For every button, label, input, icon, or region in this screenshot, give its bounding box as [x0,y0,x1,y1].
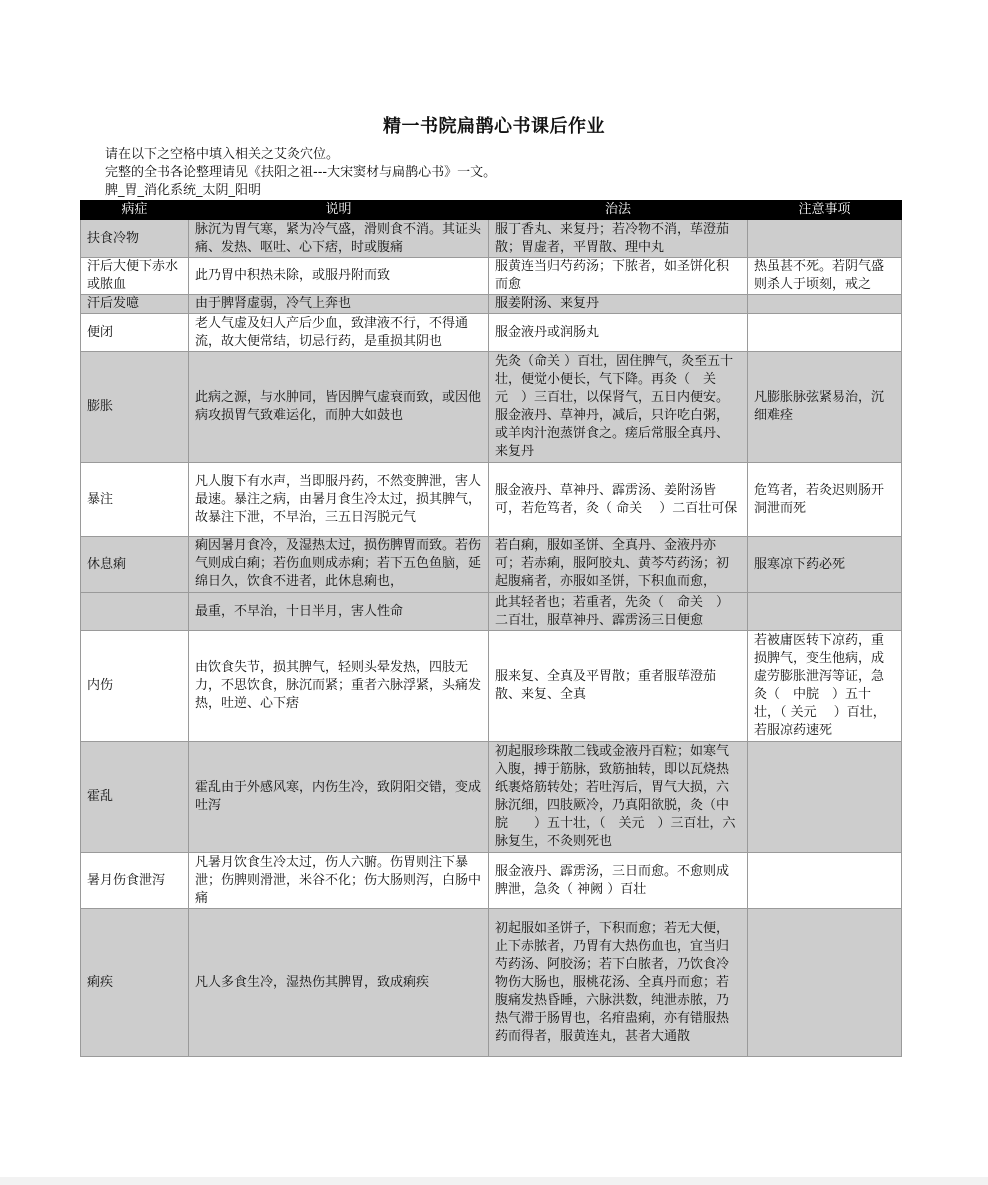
cell-notes: 凡膨胀脉弦紧易治，沉细难痊 [748,352,902,463]
cell-treatment: 服金液丹、霹雳汤，三日而愈。不愈则成脾泄，急灸（ 神阙 ）百壮 [489,853,748,909]
cell-treatment: 若白痢，服如圣饼、全真丹、金液丹亦可；若赤痢，服阿胶丸、黄芩芍药汤；初起腹痛者，亦服如圣饼，下积血而愈， [489,537,748,593]
cell-description: 脉沉为胃气寒，紧为冷气盛，滑则食不消。其证头痛、发热、呕吐、心下痞，时或腹痛 [189,220,489,258]
cell-treatment: 此其轻者也；若重者，先灸（ 命关 ）二百壮，服草神丹、霹雳汤三日便愈 [489,593,748,631]
cell-disease: 霍乱 [81,742,189,853]
cell-treatment: 服金液丹或润肠丸 [489,314,748,352]
intro-line: 请在以下之空格中填入相关之艾灸穴位。 [105,147,340,162]
cell-disease: 暴注 [81,463,189,537]
cell-treatment: 服黄连当归芍药汤；下脓者，如圣饼化积而愈 [489,258,748,295]
cell-notes [748,295,902,314]
intro-line: 脾_胃_消化系统_太阴_阳明 [105,183,262,198]
cell-disease: 汗后发噫 [81,295,189,314]
cell-disease: 暑月伤食泄泻 [81,853,189,909]
cell-description: 由饮食失节，损其脾气，轻则头晕发热，四肢无力，不思饮食，脉沉而紧；重者六脉浮紧，头痛发热，吐逆、心下痞 [189,631,489,742]
table-row [81,631,902,742]
table-row [81,258,902,295]
cell-notes: 热虽甚不死。若阴气盛则杀人于顷刻，戒之 [748,258,902,295]
cell-notes [748,742,902,853]
cell-disease: 膨胀 [81,352,189,463]
cell-notes: 危笃者，若灸迟则肠开洞泄而死 [748,463,902,537]
homework-table [80,200,902,1057]
cell-treatment: 服金液丹、草神丹、霹雳汤、姜附汤皆可，若危笃者，灸（ 命关 ）二百壮可保 [489,463,748,537]
cell-notes [748,853,902,909]
cell-description: 此病之源，与水肿同，皆因脾气虚衰而致，或因他病攻损胃气致难运化，而肿大如鼓也 [189,352,489,463]
cell-notes [748,314,902,352]
cell-notes [748,593,902,631]
table-row [81,463,902,537]
cell-description: 此乃胃中积热未除，或服丹附而致 [189,258,489,295]
table-row [81,593,902,631]
cell-notes: 若被庸医转下凉药，重损脾气，变生他病，成虚劳膨胀泄泻等证，急灸（ 中脘 ）五十壮，（ 关元 ）百壮，若服凉药速死 [748,631,902,742]
table-body [81,220,902,1057]
cell-disease: 扶食冷物 [81,220,189,258]
cell-treatment: 服姜附汤、来复丹 [489,295,748,314]
page-title: 精一书院扁鹊心书课后作业 [383,116,605,137]
header-notes: 注意事项 [748,201,902,220]
cell-treatment: 初起服珍珠散二钱或金液丹百粒；如寒气入腹，搏于筋脉，致筋抽转，即以瓦烧热纸裹烙筋转处；若吐泻后，胃气大损，六脉沉细，四肢厥冷，乃真阳欲脱，灸（中脘 ）五十壮，（ 关元 ）三百壮，六脉复生，不灸则死也 [489,742,748,853]
cell-treatment: 初起服如圣饼子，下积而愈；若无大便，止下赤脓者，乃胃有大热伤血也，宜当归芍药汤、阿胶汤；若下白脓者，乃饮食冷物伤大肠也，服桃花汤、全真丹而愈；若腹痛发热昏睡，六脉洪数，纯泄赤脓，乃热气滞于肠胃也，名疳蛊痢，亦有错服热药而得者，服黄连丸，甚者大通散 [489,909,748,1057]
table-row [81,352,902,463]
table-row [81,314,902,352]
cell-description: 凡暑月饮食生冷太过，伤人六腑。伤胃则注下暴泄；伤脾则滑泄，米谷不化；伤大肠则泻，白肠中痛 [189,853,489,909]
table-header-row [81,201,902,220]
cell-treatment: 先灸（命关 ）百壮，固住脾气，灸至五十壮，便觉小便长，气下降。再灸（ 关元 ）三百壮，以保肾气，五日内便安。服金液丹、草神丹，减后，只许吃白粥，或羊肉汁泡蒸饼食之。瘥后常服全真丹、来复丹 [489,352,748,463]
cell-disease: 痢疾 [81,909,189,1057]
cell-notes: 服寒凉下药必死 [748,537,902,593]
header-description: 说明 [189,201,489,220]
cell-notes [748,909,902,1057]
header-treatment: 治法 [489,201,748,220]
cell-notes [748,220,902,258]
cell-description: 霍乱由于外感风寒，内伤生冷，致阴阳交错，变成吐泻 [189,742,489,853]
cell-description: 由于脾肾虚弱，冷气上奔也 [189,295,489,314]
intro-line: 完整的全书各论整理请见《扶阳之祖---大宋窦材与扁鹊心书》一文。 [105,165,497,180]
header-disease: 病症 [81,201,189,220]
table-row [81,909,902,1057]
cell-disease [81,593,189,631]
cell-description: 最重，不早治，十日半月，害人性命 [189,593,489,631]
table-row [81,220,902,258]
cell-treatment: 服丁香丸、来复丹；若冷物不消，荜澄茄散；胃虚者，平胃散、理中丸 [489,220,748,258]
table-row [81,295,902,314]
cell-disease: 内伤 [81,631,189,742]
cell-description: 老人气虚及妇人产后少血，致津液不行，不得通流，故大便常结，切忌行药，是重损其阴也 [189,314,489,352]
cell-disease: 便闭 [81,314,189,352]
table-row [81,537,902,593]
table-row [81,853,902,909]
cell-description: 凡人多食生冷，湿热伤其脾胃，致成痢疾 [189,909,489,1057]
cell-description: 痢因暑月食冷，及湿热太过，损伤脾胃而致。若伤气则成白痢；若伤血则成赤痢；若下五色鱼脑，延绵日久，饮食不进者，此休息痢也， [189,537,489,593]
cell-treatment: 服来复、全真及平胃散；重者服荜澄茄散、来复、全真 [489,631,748,742]
table-row [81,742,902,853]
intro-block [105,146,496,200]
cell-disease: 休息痢 [81,537,189,593]
cell-disease: 汗后大便下赤水或脓血 [81,258,189,295]
cell-description: 凡人腹下有水声，当即服丹药，不然变脾泄，害人最速。暴注之病，由暑月食生冷太过，损其脾气，故暴注下泄，不早治，三五日泻脱元气 [189,463,489,537]
